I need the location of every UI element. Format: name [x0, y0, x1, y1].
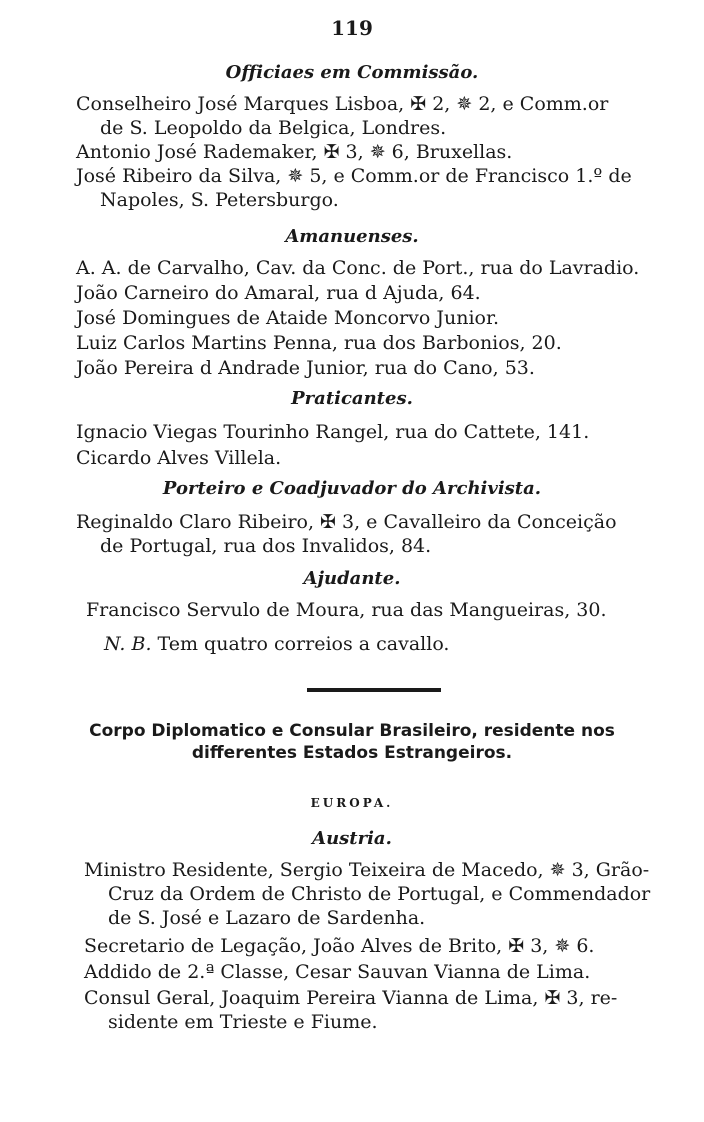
entry-amanuenses-1: A. A. de Carvalho, Cav. da Conc. de Port., rua do Lavradio. — [76, 257, 640, 279]
region-heading: EUROPA. — [310, 796, 394, 810]
entry-officiaes-3: José Ribeiro da Silva, ✵ 5, e Comm.or de Francisco 1.º de Napoles, S. Petersburgo. — [76, 165, 632, 211]
entry-corpo-2: Secretario de Legação, João Alves de Brito, ✠ 3, ✵ 6. — [84, 935, 595, 957]
entry-officiaes-2: Antonio José Rademaker, ✠ 3, ✵ 6, Bruxellas. — [76, 141, 513, 163]
section-heading-porteiro: Porteiro e Coadjuvador do Archivista. — [162, 478, 542, 499]
corpo-title-line2: differentes Estados Estrangeiros. — [191, 743, 513, 763]
entry-praticantes-2: Cicardo Alves Villela. — [76, 447, 282, 469]
entry-amanuenses-2: João Carneiro do Amaral, rua d Ajuda, 64. — [76, 282, 481, 304]
entry-amanuenses-4: Luiz Carlos Martins Penna, rua dos Barbonios, 20. — [76, 332, 562, 354]
entry-corpo-1: Ministro Residente, Sergio Teixeira de Macedo, ✵ 3, Grão- Cruz da Ordem de Christo de Portugal, e Commendador de S. José e Lazaro de Sardenha. — [84, 859, 651, 929]
nb-text: Tem quatro correios a cavallo. — [157, 633, 450, 655]
entry-amanuenses-5: João Pereira d Andrade Junior, rua do Cano, 53. — [76, 357, 535, 379]
entry-corpo-4: Consul Geral, Joaquim Pereira Vianna de Lima, ✠ 3, re- sidente em Trieste e Fiume. — [84, 987, 618, 1033]
entry-praticantes-1: Ignacio Viegas Tourinho Rangel, rua do Cattete, 141. — [76, 421, 590, 443]
section-heading-officiaes: Officiaes em Commissão. — [225, 62, 479, 83]
section-heading-praticantes: Praticantes. — [291, 388, 413, 409]
corpo-title-line1: Corpo Diplomatico e Consular Brasileiro, residente nos — [89, 721, 615, 741]
nota-bene — [104, 632, 704, 656]
section-heading-amanuenses: Amanuenses. — [285, 226, 419, 247]
entry-ajudante: Francisco Servulo de Moura, rua das Mangueiras, 30. — [86, 599, 607, 621]
page-number: 119 — [331, 16, 373, 40]
entry-corpo-3: Addido de 2.ª Classe, Cesar Sauvan Vianna de Lima. — [84, 961, 591, 983]
nb-label: N. B. — [104, 633, 152, 655]
section-heading-ajudante: Ajudante. — [303, 568, 401, 589]
section-divider — [307, 688, 441, 692]
entry-porteiro: Reginaldo Claro Ribeiro, ✠ 3, e Cavalleiro da Conceição de Portugal, rua dos Invalidos, 84. — [76, 511, 617, 557]
country-heading: Austria. — [312, 828, 392, 849]
entry-officiaes-1: Conselheiro José Marques Lisboa, ✠ 2, ✵ 2, e Comm.or de S. Leopoldo da Belgica, Londres. — [76, 93, 609, 139]
entry-amanuenses-3: José Domingues de Ataide Moncorvo Junior. — [76, 307, 499, 329]
